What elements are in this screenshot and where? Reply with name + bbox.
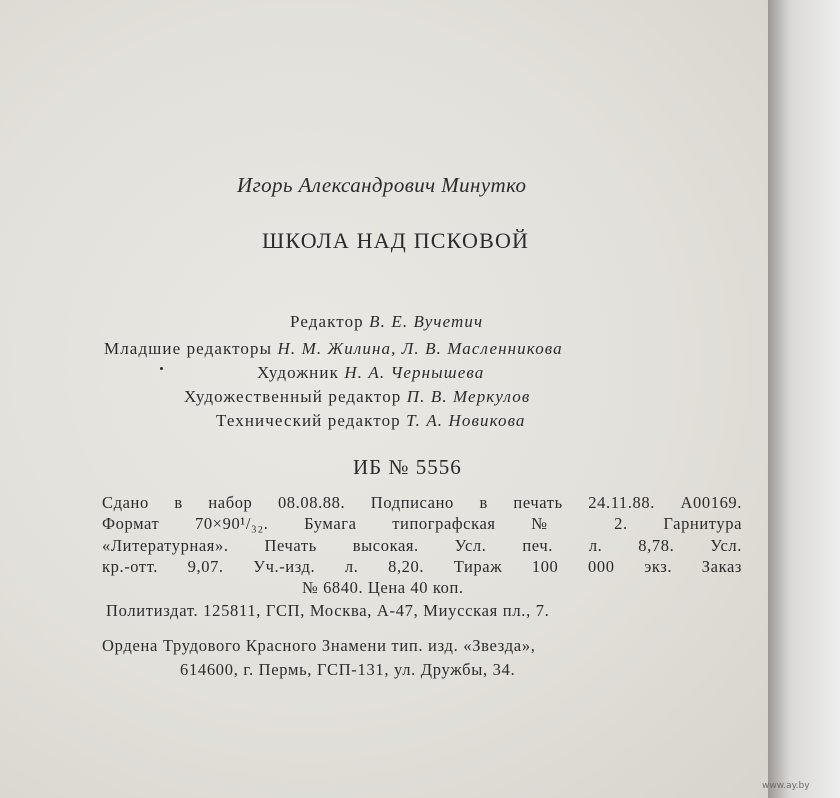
credit-role: Художественный редактор (184, 387, 402, 406)
ib-number: ИБ № 5556 (353, 455, 462, 479)
imprint-line: «Литературная». Печать высокая. Усл. печ. л. 8,78. Усл. (102, 535, 742, 555)
watermark: www.ay.by (762, 781, 810, 791)
credit-names: Т. А. Новикова (406, 411, 526, 430)
imprint-line: Сдано в набор 08.08.88. Подписано в печать 24.11.88. А00169. (102, 493, 742, 512)
imprint-block (102, 492, 742, 598)
book-title: ШКОЛА НАД ПСКОВОЙ (262, 228, 530, 253)
credit-editor (290, 312, 483, 332)
page-edge (768, 0, 840, 798)
printer-block (102, 634, 536, 682)
credit-role: Редактор (290, 312, 364, 331)
print-speck (160, 367, 163, 370)
credit-role: Технический редактор (216, 411, 401, 430)
printer-line: 614600, г. Пермь, ГСП-131, ул. Дружбы, 34. (180, 660, 516, 679)
credit-artist (257, 363, 484, 383)
credit-tech-editor (216, 411, 526, 431)
credit-role: Младшие редакторы (104, 339, 273, 358)
credit-names: П. В. Меркулов (406, 387, 531, 406)
imprint-line: кр.-отт. 9,07. Уч.-изд. л. 8,20. Тираж 100 000 экз. Заказ (102, 556, 742, 576)
credit-art-editor (184, 387, 530, 407)
credit-role: Художник (257, 363, 339, 382)
credit-names: Н. М. Жилина, Л. В. Масленникова (277, 339, 563, 358)
imprint-line: Формат 70×90¹/₃₂. Бумага типографская № 2. Гарнитура (102, 514, 742, 534)
publisher-line: Политиздат. 125811, ГСП, Москва, А-47, Миусская пл., 7. (106, 601, 550, 620)
credit-junior-editors (104, 339, 563, 359)
credit-names: Н. А. Чернышева (344, 363, 485, 382)
imprint-line: № 6840. Цена 40 коп. (302, 578, 464, 598)
credit-names: В. Е. Вучетич (369, 312, 484, 331)
author-name: Игорь Александрович Минутко (237, 173, 527, 197)
printer-line: Ордена Трудового Красного Знамени тип. изд. «Звезда», (102, 636, 536, 655)
